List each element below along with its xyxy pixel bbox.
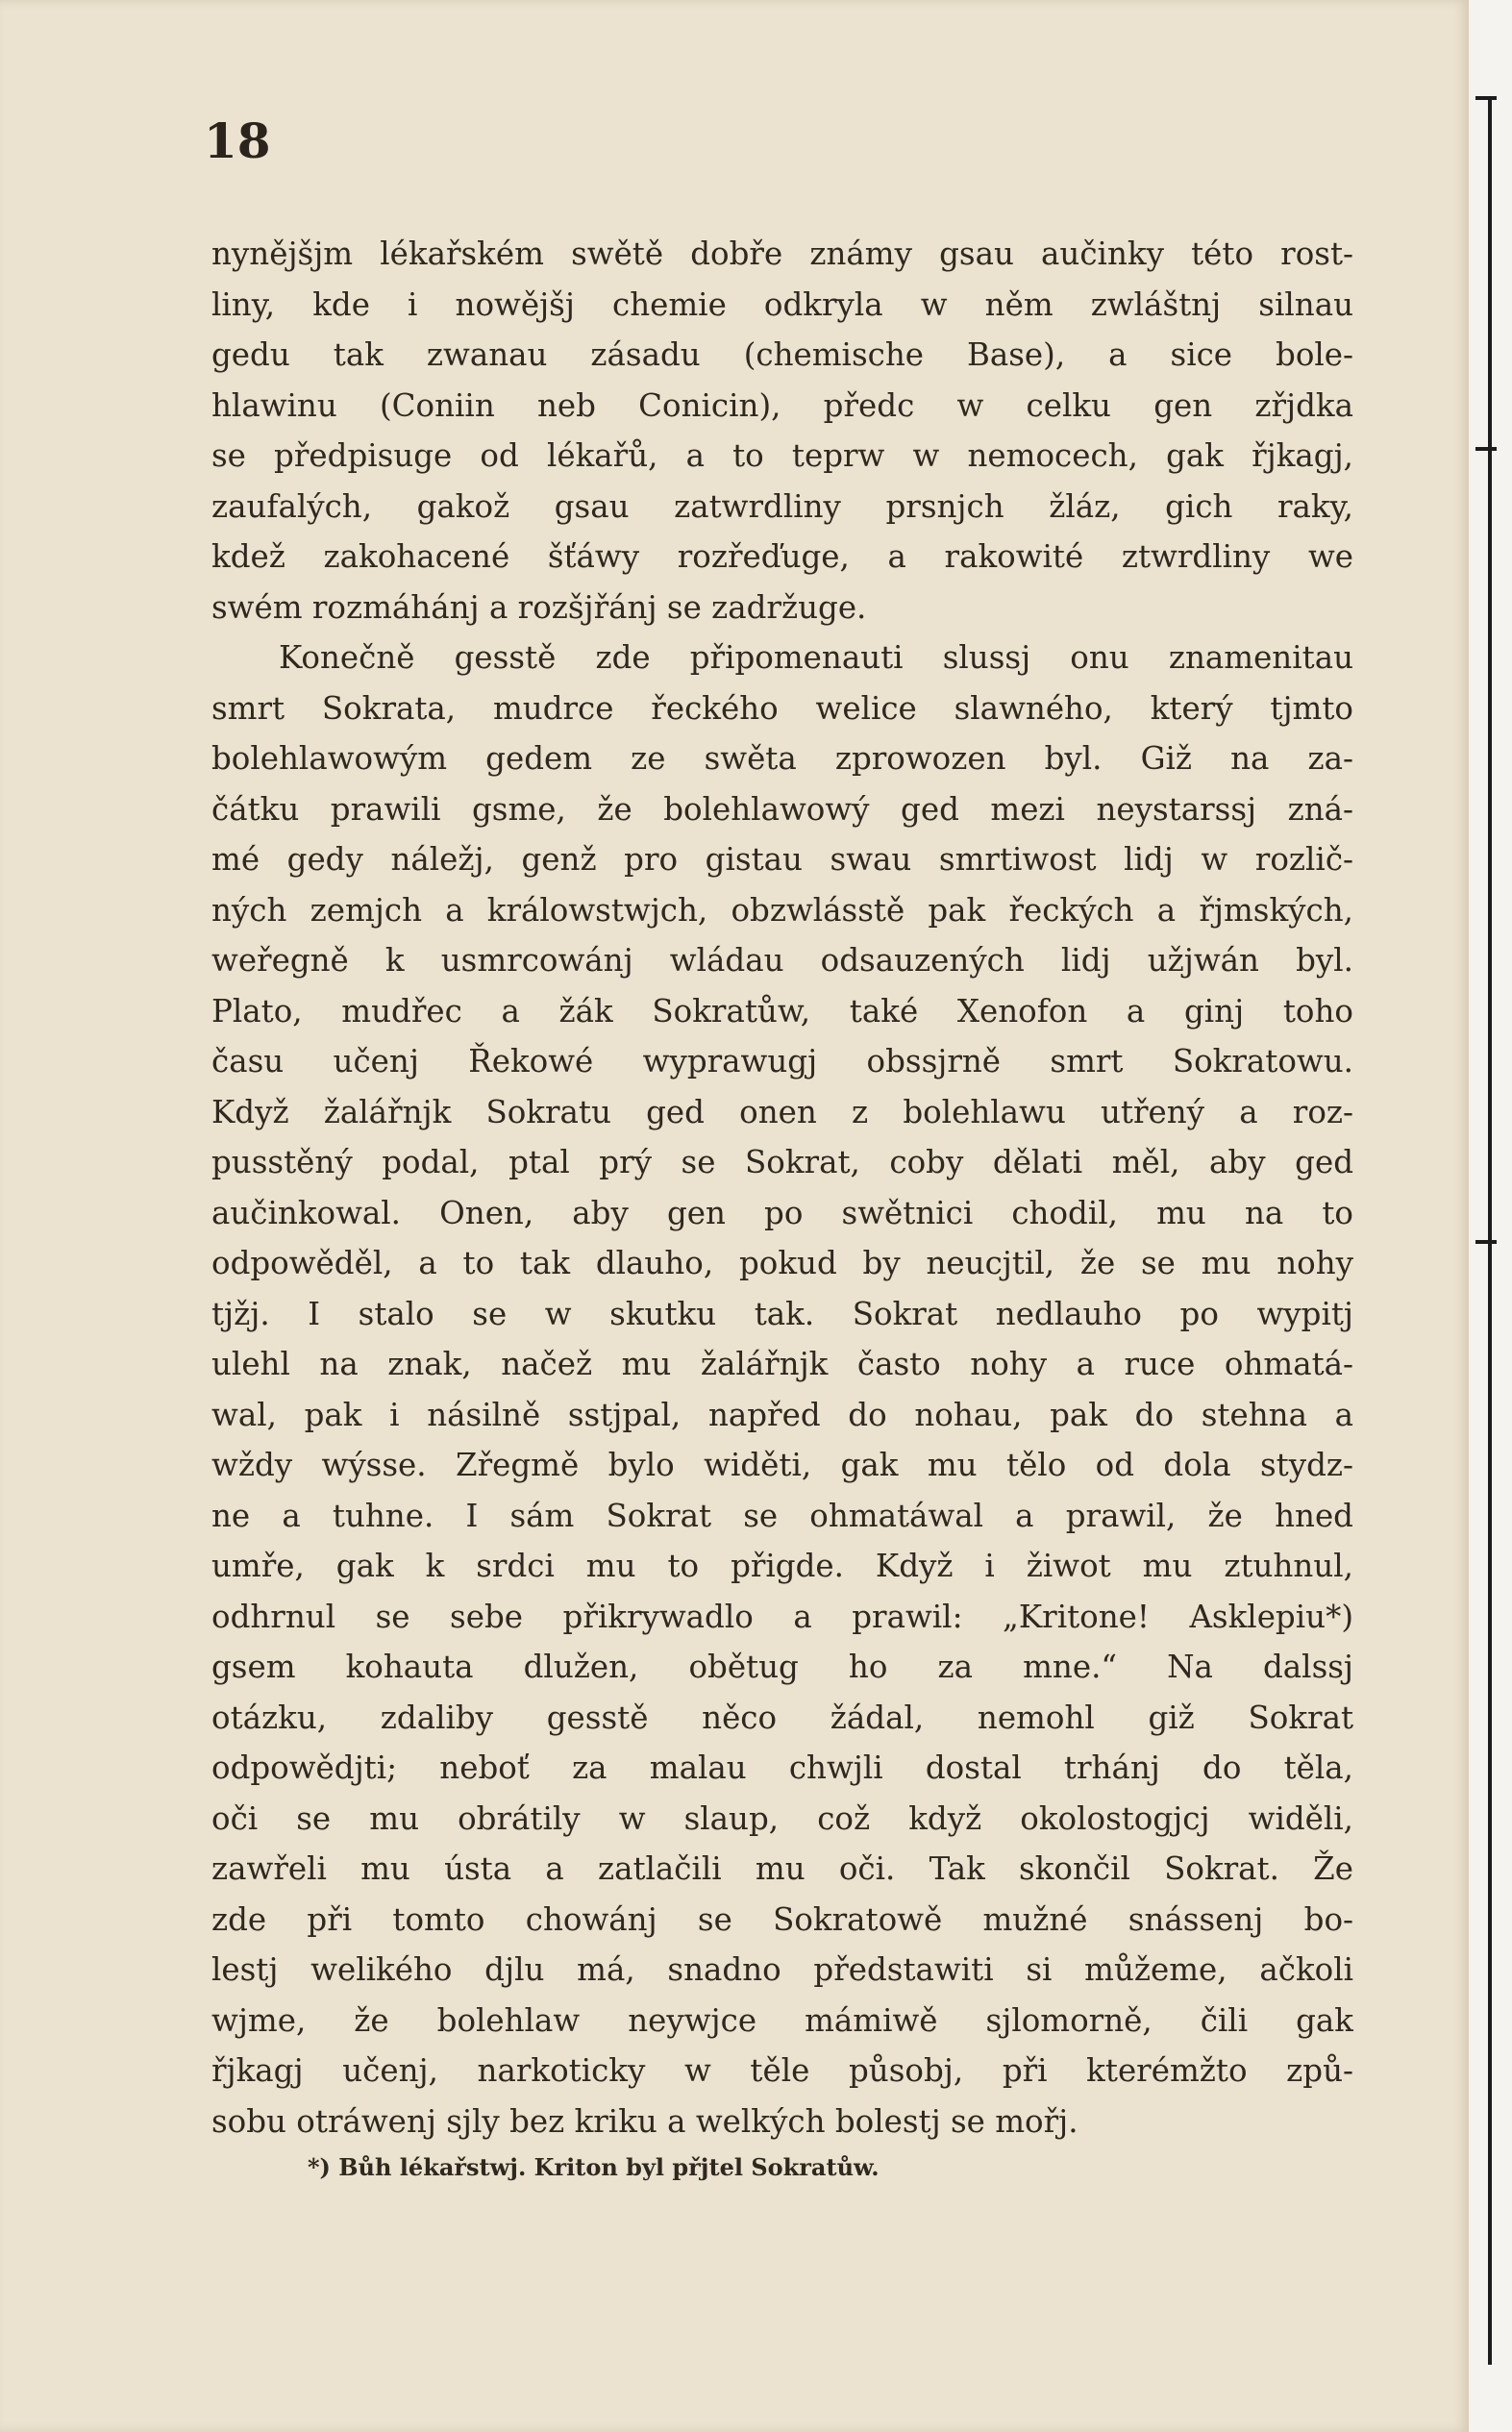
text-line: ne a tuhne. I sám Sokrat se ohmatáwal a prawil, že hned xyxy=(211,1497,1353,1534)
text-line: pusstěný podal, ptal prý se Sokrat, coby dělati měl, aby ged xyxy=(211,1144,1353,1180)
text-line: weřegně k usmrcowánj wládau odsauzených lidj užjwán byl. xyxy=(211,942,1353,979)
paragraph-start-line: Konečně gesstě zde připomenauti slussj onu znamenitau xyxy=(279,639,1353,676)
text-line: hlawinu (Coniin neb Conicin), předc w celku gen zřjdka xyxy=(211,386,1353,424)
text-line: času učenj Řekowé wyprawugj obssjrně smrt Sokratowu. xyxy=(211,1043,1353,1080)
text-line: otázku, zdaliby gesstě něco žádal, nemohl giž Sokrat xyxy=(211,1699,1353,1736)
text-line: čátku prawili gsme, že bolehlawowý ged mezi neystarssj zná- xyxy=(211,790,1353,828)
text-line: nynějšjm lékařském swětě dobře známy gsau aučinky této rost- xyxy=(211,236,1353,272)
text-line: wjme, že bolehlaw neywjce mámiwě sjlomorně, čili gak xyxy=(211,2001,1353,2039)
text-line: gedu tak zwanau zásadu (chemische Base), a sice bole- xyxy=(211,336,1353,373)
text-line: se předpisuge od lékařů, a to teprw w nemocech, gak řjkagj, xyxy=(211,437,1353,474)
text-line: ných zemjch a králowstwjch, obzwlásstě pak řeckých a řjmských, xyxy=(211,891,1353,929)
text-line: lestj welikého djlu má, snadno předstawiti si můžeme, ačkoli xyxy=(211,1951,1353,1988)
text-line: oči se mu obrátily w slaup, což když okolostogjcj widěli, xyxy=(211,1799,1353,1837)
text-line: kdež zakohacené šťáwy rozřeďuge, a rakowité ztwrdliny we xyxy=(211,538,1353,575)
text-line: odpowědjti; neboť za malau chwjli dostal trhánj do těla, xyxy=(211,1750,1353,1786)
text-line: gsem kohauta dlužen, obětug ho za mne.“ Na dalssj xyxy=(211,1649,1353,1685)
footnote: *) Bůh lékařstwj. Kriton byl přjtel Sokratůw. xyxy=(308,2153,880,2181)
text-line: ulehl na znak, načež mu žalářnjk často nohy a ruce ohmatá- xyxy=(211,1346,1353,1382)
text-line: odpowěděl, a to tak dlauho, pokud by neucjtil, že se mu nohy xyxy=(211,1245,1353,1281)
book-edge-tick xyxy=(1475,96,1497,100)
text-line: mé gedy náležj, genž pro gistau swau smrtiwost lidj w rozlič- xyxy=(211,841,1353,878)
text-line: řjkagj učenj, narkoticky w těle působj, při kterémžto způ- xyxy=(211,2052,1353,2089)
text-line: liny, kde i nowějšj chemie odkryla w něm zwláštnj silnau xyxy=(211,285,1353,323)
text-line: tjžj. I stalo se w skutku tak. Sokrat nedlauho po wypitj xyxy=(211,1295,1353,1332)
text-line: Plato, mudřec a žák Sokratůw, také Xenofon a ginj toho xyxy=(211,992,1353,1030)
text-line: zawřeli mu ústa a zatlačili mu oči. Tak skončil Sokrat. Že xyxy=(211,1850,1353,1887)
book-edge-tick xyxy=(1475,1240,1497,1244)
text-line: zaufalých, gakož gsau zatwrdliny prsnjch žláz, gich raky, xyxy=(211,487,1353,525)
book-edge-line xyxy=(1488,96,1492,2365)
text-line: bolehlawowým gedem ze swěta zprowozen byl. Giž na za- xyxy=(211,740,1353,777)
page-number: 18 xyxy=(204,112,271,169)
text-line: smrt Sokrata, mudrce řeckého welice slawného, který tjmto xyxy=(211,689,1353,727)
text-line: odhrnul se sebe přikrywadlo a prawil: „Kritone! Asklepiu*) xyxy=(211,1598,1353,1635)
text-line: wždy wýsse. Zřegmě bylo widěti, gak mu tělo od dola stydz- xyxy=(211,1447,1353,1483)
book-edge-tick xyxy=(1475,447,1497,451)
text-line: sobu otráwenj sjly bez kriku a welkých bolestj se mořj. xyxy=(211,2102,1078,2140)
text-line: Když žalářnjk Sokratu ged onen z bolehlawu utřený a roz- xyxy=(211,1093,1353,1130)
text-line: zde při tomto chowánj se Sokratowě mužné snássenj bo- xyxy=(211,1900,1353,1938)
text-line: wal, pak i násilně sstjpal, napřed do nohau, pak do stehna a xyxy=(211,1396,1353,1433)
body-text xyxy=(211,229,1353,2147)
text-line: umře, gak k srdci mu to přigde. Když i žiwot mu ztuhnul, xyxy=(211,1548,1353,1584)
text-line: swém rozmáhánj a rozšjřánj se zadržuge. xyxy=(211,588,867,626)
text-line: aučinkowal. Onen, aby gen po swětnici chodil, mu na to xyxy=(211,1194,1353,1231)
